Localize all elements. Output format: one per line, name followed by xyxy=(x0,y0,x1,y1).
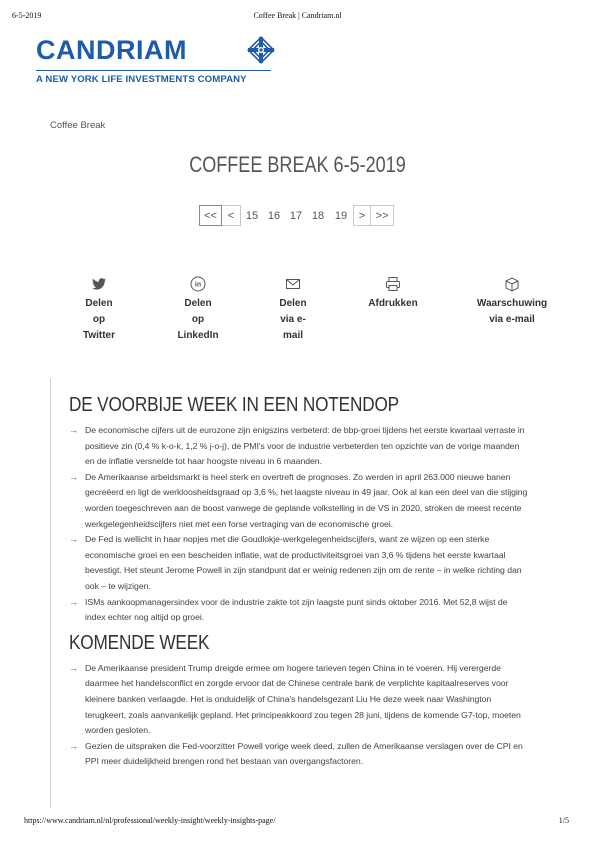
share-linkedin-line-2: op xyxy=(191,314,205,325)
pagination xyxy=(199,205,394,227)
print-date: 6-5-2019 xyxy=(12,11,42,20)
list-item-text: De economische cijfers uit de eurozone zijn enigszins verbeterd: de bbp-groei tijdens het eerste kwartaal verraste in positieve zin (0,4 % k-o-k, 1,2 % j-o-j), de PMI's voor de industrie verbeterden ten opzichte van de vorige maanden en de inflatie versnelde tot haar hoogste niveau in 6 maanden. xyxy=(85,425,525,467)
arrow-right-icon: → xyxy=(69,471,78,482)
share-bar xyxy=(0,276,595,346)
logo-tagline: A NEW YORK LIFE INVESTMENTS COMPANY xyxy=(36,74,247,85)
list-item xyxy=(69,423,530,470)
pager-next-button[interactable]: > xyxy=(353,205,371,226)
share-linkedin-button[interactable] xyxy=(172,276,224,344)
twitter-icon xyxy=(91,276,107,292)
print-page-number: 1/5 xyxy=(558,816,569,825)
logo-mark-icon xyxy=(246,35,276,65)
share-twitter-line-1: Delen xyxy=(85,298,113,309)
candriam-logo[interactable] xyxy=(36,34,276,92)
article-content xyxy=(50,378,530,808)
print-footer xyxy=(24,816,569,825)
list-item-text: De Amerikaanse president Trump dreigde ermee om hogere tarieven tegen China in te voeren. Hij verergerde daarmee het handelsconflict en zorgde ervoor dat de Chinese centrale bank de verplichte kapitaalreserves voor kleinere banken verlaagde. Het is onduidelijk of China's handelsgezant Liu He deze week naar Washington terugkeert, zoals aanvankelijk gepland. Het principeakkoord zou tegen 28 juni, tijdens de komende G7-top, moeten worden gesloten. xyxy=(85,662,521,736)
arrow-right-icon: → xyxy=(69,596,78,607)
logo-rule xyxy=(36,70,271,71)
mail-icon xyxy=(285,276,301,292)
linkedin-icon xyxy=(190,276,206,292)
email-alert-line-1: Waarschuwing xyxy=(476,298,548,309)
list-item-text: ISMs aankoopmanagersindex voor de industrie zakte tot zijn laagste punt sinds oktober 2016. Met 52,8 wijst de index echter nog altijd op groei. xyxy=(85,596,508,623)
list-item xyxy=(69,532,530,594)
list-item xyxy=(69,470,530,532)
list-item xyxy=(69,739,530,770)
pager-page-15[interactable]: 15 xyxy=(245,209,259,222)
week-recap-list xyxy=(69,423,530,626)
share-twitter-line-2: op xyxy=(92,314,106,325)
arrow-right-icon: → xyxy=(69,662,78,673)
share-email-line-2: via e- xyxy=(280,314,306,325)
email-alert-button[interactable] xyxy=(474,276,550,328)
alert-box-icon xyxy=(504,276,520,292)
list-item-text: De Amerikaanse arbeidsmarkt is heel sterk en overtreft de prognoses. Zo werden in april 263.000 nieuwe banen gecreëerd en ligt de werkloosheidsgraad op 3,6 %, het laagste niveau in 49 jaar. Ook al kan een deel van die stijging worden toegeschreven aan de boost vanwege de geplande volkstelling in de VS in 2020, stroken de meest recente werkgelegenheidscijfers niet met een forse vertraging van de economische groei. xyxy=(85,471,528,529)
pager-first-button[interactable]: << xyxy=(199,205,222,226)
print-url: https://www.candriam.nl/nl/professional/weekly-insight/weekly-insights-page/ xyxy=(24,816,276,825)
section-heading-next-week: KOMENDE WEEK xyxy=(69,631,210,654)
breadcrumb[interactable]: Coffee Break xyxy=(50,120,106,131)
print-title: Coffee Break | Candriam.nl xyxy=(253,11,342,20)
share-linkedin-line-3: LinkedIn xyxy=(177,330,219,341)
pager-prev-button[interactable]: < xyxy=(222,205,241,226)
share-email-line-3: mail xyxy=(282,330,303,341)
share-twitter-line-3: Twitter xyxy=(82,330,116,341)
list-item-text: Gezien de uitspraken die Fed-voorzitter Powell vorige week deed, zullen de Amerikaanse verslagen over de CPI en PPI meer duidelijkheid brengen rond het bestaan van overgangsfactoren. xyxy=(85,740,523,767)
printer-icon xyxy=(385,276,401,292)
pager-page-17[interactable]: 17 xyxy=(289,209,303,222)
arrow-right-icon: → xyxy=(69,425,78,435)
pager-page-19[interactable]: 19 xyxy=(334,209,348,222)
share-twitter-button[interactable] xyxy=(74,276,124,344)
pager-page-16[interactable]: 16 xyxy=(267,209,281,222)
email-alert-line-2: via e-mail xyxy=(489,314,535,325)
print-label: Afdrukken xyxy=(368,298,418,309)
list-item xyxy=(69,661,530,739)
pager-last-button[interactable]: >> xyxy=(371,205,394,226)
arrow-right-icon: → xyxy=(69,534,78,545)
logo-wordmark: CANDRIAM xyxy=(36,35,187,65)
arrow-right-icon: → xyxy=(69,740,78,751)
print-header xyxy=(12,11,583,23)
share-linkedin-line-1: Delen xyxy=(184,298,212,309)
pager-page-18[interactable]: 18 xyxy=(311,209,325,222)
list-item xyxy=(69,595,530,626)
share-email-line-1: Delen xyxy=(279,298,307,309)
share-email-button[interactable] xyxy=(270,276,316,344)
next-week-list xyxy=(69,661,530,770)
page-title: COFFEE BREAK 6-5-2019 xyxy=(189,152,406,177)
list-item-text: De Fed is wellicht in haar nopjes met die Goudlokje-werkgelegenheidscijfers, want ze wijzen op een sterke economische groei en een bescheiden inflatie, wat de productiviteitsgroei van 3,6 % tijdens het eerste kwartaal bevestigt. Het steunt Jerome Powell in zijn standpunt dat er weinig redenen zijn om de rente – in welke richting dan ook – te wijzigen. xyxy=(85,534,522,591)
section-heading-week-recap: DE VOORBIJE WEEK IN EEN NOTENDOP xyxy=(69,394,399,416)
print-button[interactable] xyxy=(364,276,422,312)
svg-text:in: in xyxy=(194,281,202,289)
